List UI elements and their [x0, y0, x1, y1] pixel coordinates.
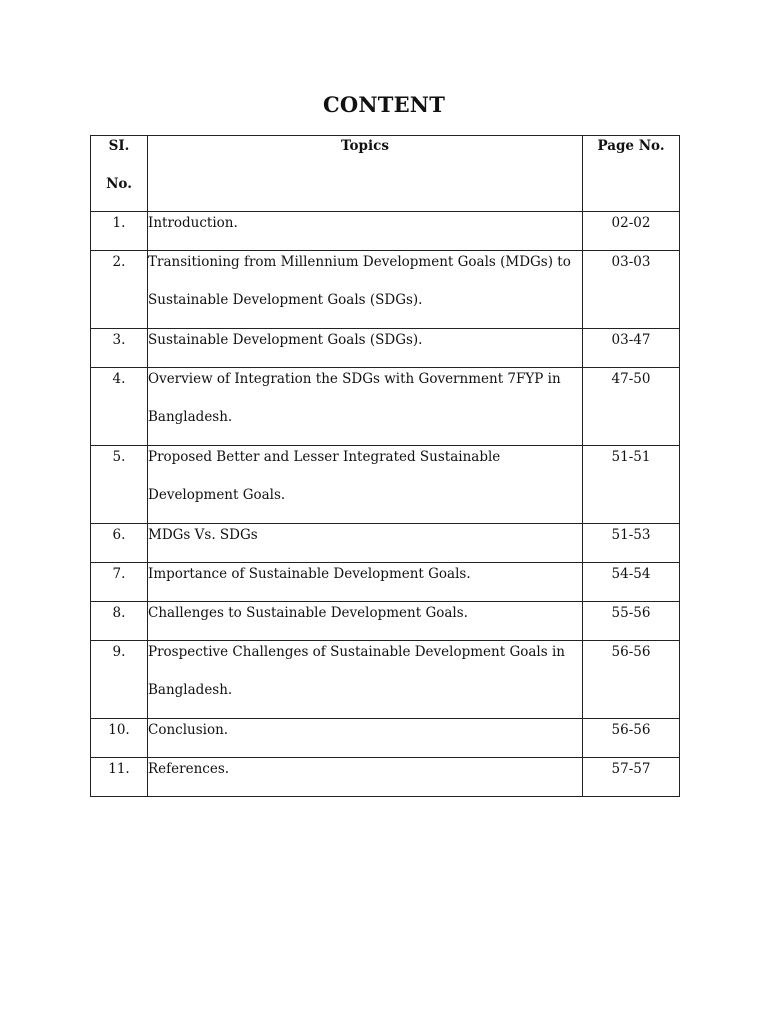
row-page-text: 47-50 — [611, 371, 651, 387]
header-topics-label: Topics — [341, 138, 389, 154]
table-row — [91, 758, 680, 797]
header-topics — [148, 136, 583, 212]
row-topic-line: MDGs Vs. SDGs — [148, 527, 258, 543]
row-topic-line: Development Goals. — [148, 487, 286, 503]
header-page-label: Page No. — [597, 138, 665, 154]
table-header-row — [91, 136, 680, 212]
row-topic-line: Challenges to Sustainable Development Goals. — [148, 605, 468, 621]
row-topic-line: Importance of Sustainable Development Goals. — [148, 566, 471, 582]
row-topic — [148, 368, 583, 446]
row-topic-line: Bangladesh. — [148, 682, 233, 698]
row-number-text: 9. — [112, 644, 126, 660]
row-topic-line: Introduction. — [148, 215, 238, 231]
row-topic-line: Sustainable Development Goals (SDGs). — [148, 292, 423, 308]
table-row — [91, 368, 680, 446]
row-topic — [148, 446, 583, 524]
row-page-text: 51-51 — [611, 449, 651, 465]
row-page-text: 56-56 — [611, 644, 651, 660]
row-page-text: 54-54 — [611, 566, 651, 582]
row-page-text: 03-47 — [611, 332, 651, 348]
row-page-text: 02-02 — [611, 215, 651, 231]
table-body — [91, 212, 680, 797]
row-number-text: 5. — [112, 449, 126, 465]
row-topic-line: Proposed Better and Lesser Integrated Sustainable — [148, 449, 501, 465]
page-title: CONTENT — [322, 92, 446, 117]
header-sl-no — [91, 136, 148, 212]
row-page-text: 51-53 — [611, 527, 651, 543]
row-topic-line: Prospective Challenges of Sustainable Development Goals in — [148, 644, 565, 660]
row-number-text: 6. — [112, 527, 126, 543]
row-page — [583, 758, 680, 797]
row-number-text: 1. — [112, 215, 126, 231]
row-topic — [148, 758, 583, 797]
row-page — [583, 641, 680, 719]
row-number-text: 2. — [112, 254, 126, 270]
row-page-text: 57-57 — [611, 761, 651, 777]
row-topic-line: Conclusion. — [148, 722, 229, 738]
row-page — [583, 446, 680, 524]
row-number — [91, 446, 148, 524]
row-topic-line: Transitioning from Millennium Development Goals (MDGs) to — [148, 254, 571, 270]
table-row — [91, 446, 680, 524]
row-topic — [148, 251, 583, 329]
row-number-text: 11. — [108, 761, 130, 777]
row-page — [583, 368, 680, 446]
row-number-text: 4. — [112, 371, 126, 387]
row-page-text: 56-56 — [611, 722, 651, 738]
row-number — [91, 368, 148, 446]
row-page — [583, 251, 680, 329]
table-row — [91, 251, 680, 329]
header-sl-line2: No. — [106, 176, 132, 192]
header-page-no — [583, 136, 680, 212]
row-topic — [148, 641, 583, 719]
row-number-text: 10. — [108, 722, 130, 738]
row-number — [91, 641, 148, 719]
row-number — [91, 251, 148, 329]
row-topic-line: Overview of Integration the SDGs with Government 7FYP in — [148, 371, 561, 387]
row-page-text: 55-56 — [611, 605, 651, 621]
header-sl-line1: SI. — [108, 138, 130, 154]
row-topic-line: References. — [148, 761, 230, 777]
row-number-text: 7. — [112, 566, 126, 582]
row-topic-line: Bangladesh. — [148, 409, 233, 425]
row-page-text: 03-03 — [611, 254, 651, 270]
row-number-text: 3. — [112, 332, 126, 348]
row-topic-line: Sustainable Development Goals (SDGs). — [148, 332, 423, 348]
row-number-text: 8. — [112, 605, 126, 621]
row-number — [91, 758, 148, 797]
table-row — [91, 641, 680, 719]
contents-table — [90, 135, 680, 797]
